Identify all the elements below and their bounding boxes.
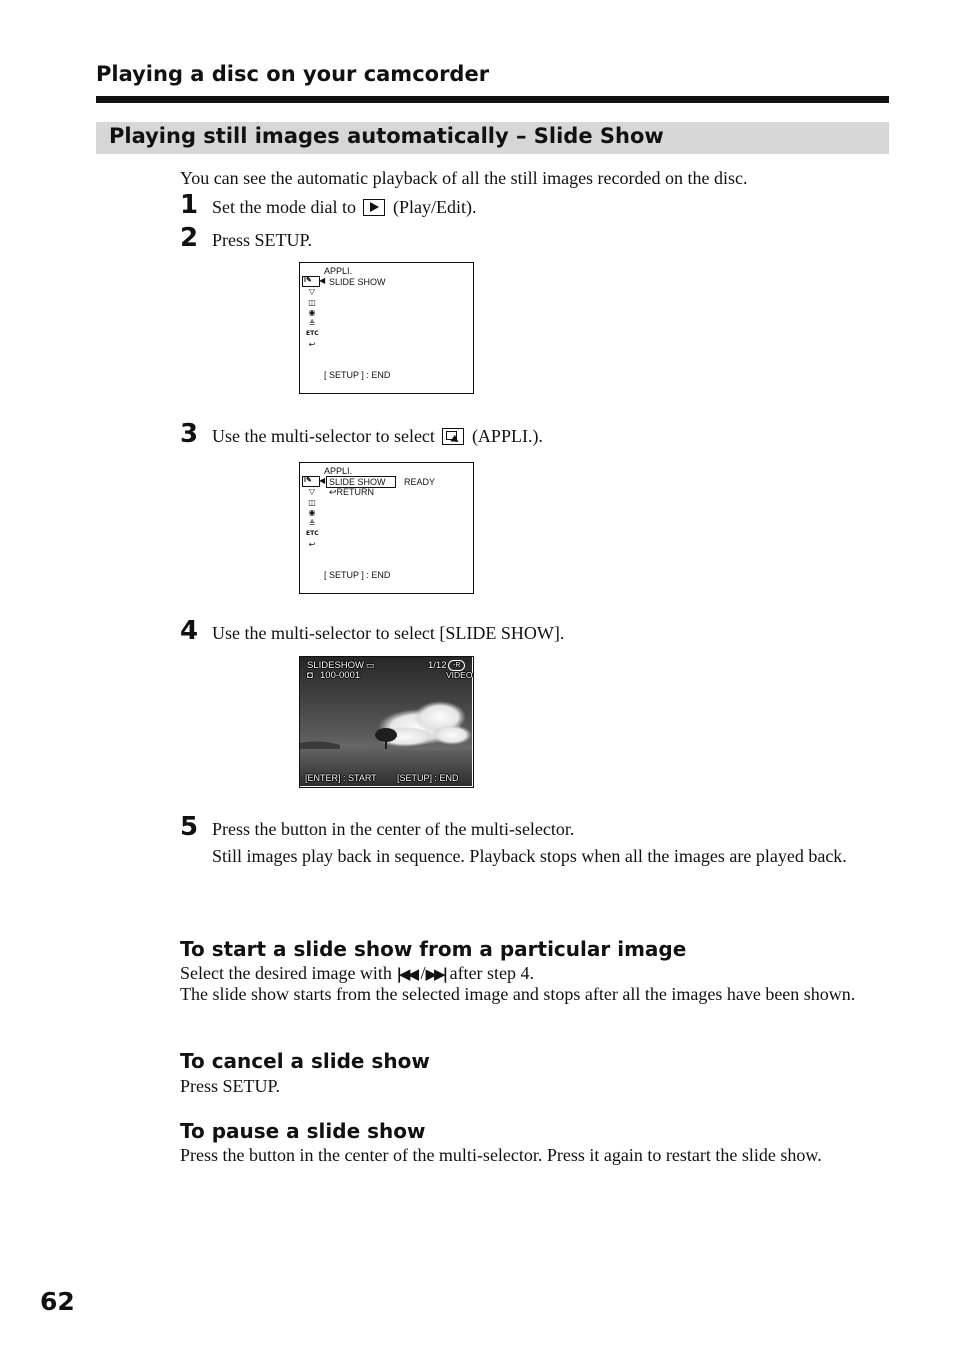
format-label: VIDEO xyxy=(446,670,473,680)
menu-title: APPLI. xyxy=(324,266,353,276)
appli-menu-icon: I✎ xyxy=(304,477,312,484)
particular-line-1 xyxy=(180,962,534,985)
camera-setting-icon: ▽ xyxy=(308,287,316,296)
step-5-text: Press the button in the center of the multi-selector. xyxy=(212,819,575,839)
enter-start-hint: [ENTER] : START xyxy=(305,773,377,783)
cancel-text: Press SETUP. xyxy=(180,1076,281,1096)
step-1-number: 1 xyxy=(180,190,199,220)
setup-menu-screen-2 xyxy=(299,462,474,594)
setup-menu-screen-1 xyxy=(299,262,474,394)
skip-forward-icon: ▶▶| xyxy=(425,965,446,983)
menu-item-return xyxy=(329,487,374,497)
step-3-text-before: Use the multi-selector to select xyxy=(212,426,435,446)
etc-label: ETC xyxy=(306,530,319,537)
picture-setting-icon: ◫ xyxy=(308,497,316,507)
step-5-number: 5 xyxy=(180,812,199,842)
pause-text: Press the button in the center of the multi-selector. Press it again to restart the slide show. xyxy=(180,1145,822,1165)
menu-item-slide-show: SLIDE SHOW xyxy=(329,477,386,487)
return-icon: ↩ xyxy=(308,539,316,549)
step-3-text-after: (APPLI.). xyxy=(471,426,543,446)
menu-item-slide-show: SLIDE SHOW xyxy=(329,277,386,287)
appli-menu-icon: I✎ xyxy=(304,277,312,284)
menu-icon-column xyxy=(306,487,318,550)
step-1-text xyxy=(212,196,476,218)
step-2-text: Press SETUP. xyxy=(212,230,313,250)
particular-line-1-after: after step 4. xyxy=(449,963,535,983)
skip-back-icon: |◀◀ xyxy=(396,965,416,983)
slideshow-mode-label: SLIDESHOW xyxy=(307,660,365,671)
setup-end-hint: [ SETUP ] : END xyxy=(324,370,391,380)
heading-cancel: To cancel a slide show xyxy=(180,1049,430,1073)
section-title: Playing a disc on your camcorder xyxy=(96,62,490,86)
header-rule xyxy=(96,96,889,103)
file-number: 100-0001 xyxy=(320,670,361,681)
page-number: 62 xyxy=(40,1287,75,1316)
camera-setting-icon: ▽ xyxy=(308,487,316,496)
tape-icon: ≜ xyxy=(308,518,316,528)
particular-line-1-before: Select the desired image with xyxy=(180,963,392,983)
intro-text: You can see the automatic playback of all the still images recorded on the disc. xyxy=(180,168,748,188)
step-4-number: 4 xyxy=(180,616,199,646)
step-3-number: 3 xyxy=(180,419,199,449)
slideshow-icon: ▭ xyxy=(366,660,375,670)
step-5-detail: Still images play back in sequence. Playback stops when all the images are played back. xyxy=(212,846,847,866)
heading-particular-image: To start a slide show from a particular image xyxy=(180,937,687,961)
particular-line-2: The slide show starts from the selected image and stops after all the images have been shown. xyxy=(180,984,856,1004)
menu-title: APPLI. xyxy=(324,466,353,476)
play-icon xyxy=(363,199,385,216)
setup-end-hint: [SETUP] : END xyxy=(397,773,459,783)
image-counter: 1/12 xyxy=(428,660,447,671)
slideshow-screen xyxy=(299,656,474,788)
slash: / xyxy=(420,963,426,983)
status-ready: READY xyxy=(404,477,436,487)
disc-type-badge: -R xyxy=(448,660,465,671)
disc-icon: ◉ xyxy=(308,308,316,317)
return-icon: ↩ xyxy=(329,487,337,497)
picture-setting-icon: ◫ xyxy=(308,297,316,307)
camera-icon: ◘ xyxy=(307,670,313,681)
heading-pause: To pause a slide show xyxy=(180,1119,426,1143)
setup-end-hint: [ SETUP ] : END xyxy=(324,570,391,580)
step-1-text-after: (Play/Edit). xyxy=(392,197,477,217)
subsection-title: Playing still images automatically – Slide Show xyxy=(109,124,664,148)
pointer-icon: ◀ xyxy=(319,476,326,485)
appli-icon xyxy=(442,428,464,445)
step-1-text-before: Set the mode dial to xyxy=(212,197,356,217)
return-icon: ↩ xyxy=(308,339,316,349)
pointer-icon: ◀ xyxy=(319,276,326,285)
step-2-number: 2 xyxy=(180,223,199,253)
tape-icon: ≜ xyxy=(308,318,316,328)
return-label: RETURN xyxy=(336,487,375,497)
etc-label: ETC xyxy=(306,330,319,337)
menu-icon-column xyxy=(306,287,318,350)
disc-icon: ◉ xyxy=(308,508,316,517)
step-3-text xyxy=(212,425,543,447)
step-4-text: Use the multi-selector to select [SLIDE SHOW]. xyxy=(212,623,565,643)
